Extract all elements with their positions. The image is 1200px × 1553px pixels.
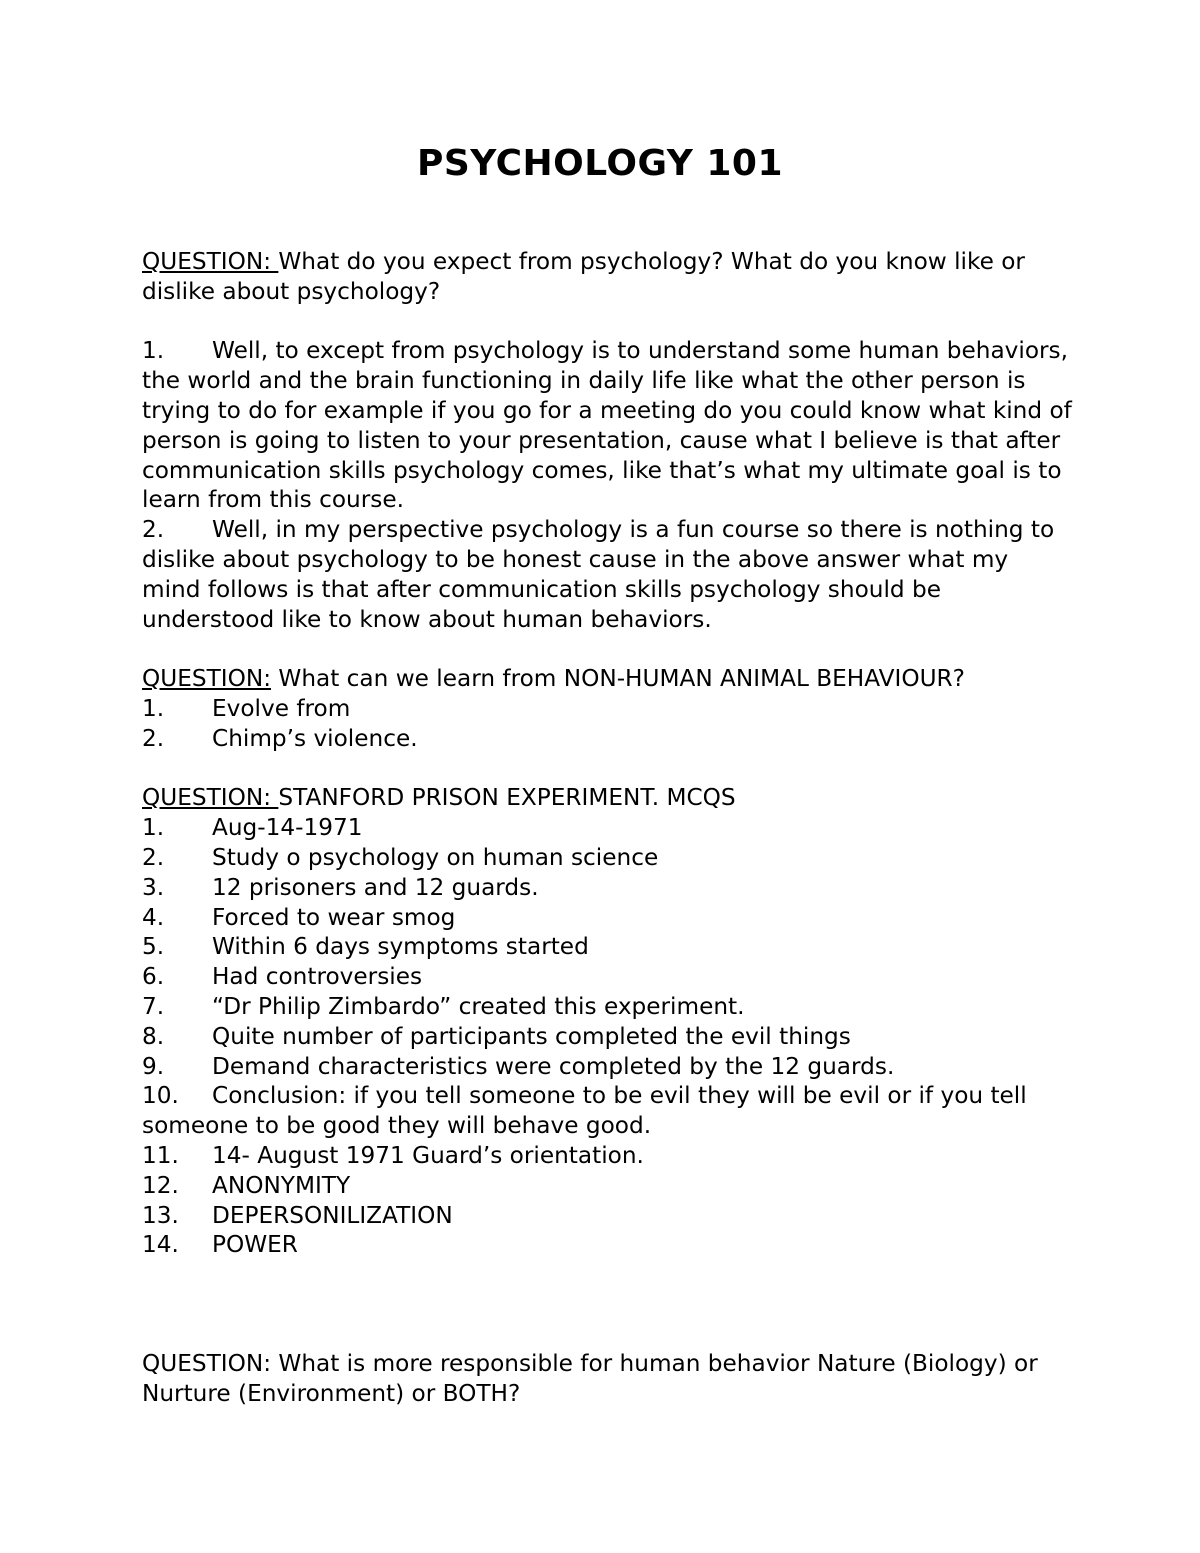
- question-text: What is more responsible for human behavior Nature (Biology) or Nurture (Environment) or BOTH?: [142, 1350, 1038, 1408]
- item-number: 8.: [142, 1022, 165, 1050]
- answer-item: [142, 515, 1072, 634]
- blank-line: [142, 754, 1072, 784]
- blank-lines: [142, 1260, 1072, 1349]
- answer-item: [142, 694, 1072, 724]
- answer-item: [142, 1141, 1072, 1171]
- item-text: Conclusion: if you tell someone to be evil they will be evil or if you tell someone to be good they will behave good.: [142, 1082, 1027, 1140]
- question-1: [142, 247, 1072, 307]
- answer-item: [142, 813, 1072, 843]
- item-text: DEPERSONILIZATION: [212, 1201, 453, 1229]
- item-text: Had controversies: [212, 963, 423, 991]
- item-number: 9.: [142, 1052, 165, 1080]
- document-body: [142, 247, 1072, 1409]
- item-text: 12 prisoners and 12 guards.: [212, 873, 539, 901]
- question-text: What can we learn from NON-HUMAN ANIMAL BEHAVIOUR?: [271, 665, 965, 693]
- item-number: 1.: [142, 694, 165, 722]
- answer-item: [142, 1022, 1072, 1052]
- item-number: 6.: [142, 963, 165, 991]
- answer-item: [142, 336, 1072, 515]
- question-3: [142, 783, 1072, 813]
- item-number: 4.: [142, 903, 165, 931]
- item-number: 1.: [142, 814, 165, 842]
- item-number: 14.: [142, 1231, 179, 1259]
- question-text: STANFORD PRISON EXPERIMENT. MCQS: [278, 784, 736, 812]
- answer-item: [142, 1201, 1072, 1231]
- item-number: 2.: [142, 516, 165, 544]
- item-number: 12.: [142, 1171, 179, 1199]
- document-title: PSYCHOLOGY 101: [416, 143, 783, 184]
- item-number: 5.: [142, 933, 165, 961]
- item-text: “Dr Philip Zimbardo” created this experiment.: [212, 992, 745, 1020]
- item-text: ANONYMITY: [212, 1171, 351, 1199]
- item-number: 1.: [142, 337, 165, 365]
- item-text: Quite number of participants completed the evil things: [212, 1022, 851, 1050]
- answer-item: [142, 1171, 1072, 1201]
- answer-item: [142, 873, 1072, 903]
- item-number: 3.: [142, 873, 165, 901]
- answer-item: [142, 1081, 1072, 1141]
- question-label: QUESTION:: [142, 248, 279, 275]
- item-text: Demand characteristics were completed by the 12 guards.: [212, 1052, 895, 1080]
- question-4: [142, 1349, 1072, 1409]
- item-number: 13.: [142, 1201, 179, 1229]
- question-2: [142, 664, 1072, 694]
- question-label: QUESTION:: [142, 1350, 272, 1378]
- item-text: Well, to except from psychology is to understand some human behaviors, the world and the brain functioning in daily life like what the other person is trying to do for example if you go for a meeting do you could know what kind of person is going to listen to your presentation, cause what I believe is that after communication skills psychology comes, like that’s what my ultimate goal is to learn from this course.: [142, 337, 1072, 514]
- item-text: Well, in my perspective psychology is a fun course so there is nothing to dislike about psychology to be honest cause in the above answer what my mind follows is that after communication skills psychology should be understood like to know about human behaviors.: [142, 516, 1055, 633]
- item-text: POWER: [212, 1231, 298, 1259]
- item-text: Forced to wear smog: [212, 903, 456, 931]
- answer-item: [142, 843, 1072, 873]
- question-text: What do you expect from psychology? What do you know like or dislike about psychology?: [142, 248, 1025, 305]
- blank-line: [142, 634, 1072, 664]
- answer-item: [142, 903, 1072, 933]
- item-text: Evolve from: [212, 694, 351, 722]
- item-number: 10.: [142, 1082, 179, 1110]
- item-text: 14- August 1971 Guard’s orientation.: [212, 1141, 644, 1169]
- answer-item: [142, 932, 1072, 962]
- item-number: 2.: [142, 724, 165, 752]
- answer-item: [142, 962, 1072, 992]
- item-number: 7.: [142, 992, 165, 1020]
- question-label: QUESTION:: [142, 665, 272, 693]
- question-label: QUESTION:: [142, 784, 279, 812]
- answer-item: [142, 1052, 1072, 1082]
- answer-item: [142, 724, 1072, 754]
- item-text: Aug-14-1971: [212, 814, 363, 842]
- item-number: 2.: [142, 843, 165, 871]
- blank-line: [142, 307, 1072, 337]
- item-number: 11.: [142, 1141, 179, 1169]
- item-text: Chimp’s violence.: [212, 724, 418, 752]
- answer-item: [142, 1230, 1072, 1260]
- answer-item: [142, 992, 1072, 1022]
- item-text: Within 6 days symptoms started: [212, 933, 589, 961]
- item-text: Study o psychology on human science: [212, 843, 659, 871]
